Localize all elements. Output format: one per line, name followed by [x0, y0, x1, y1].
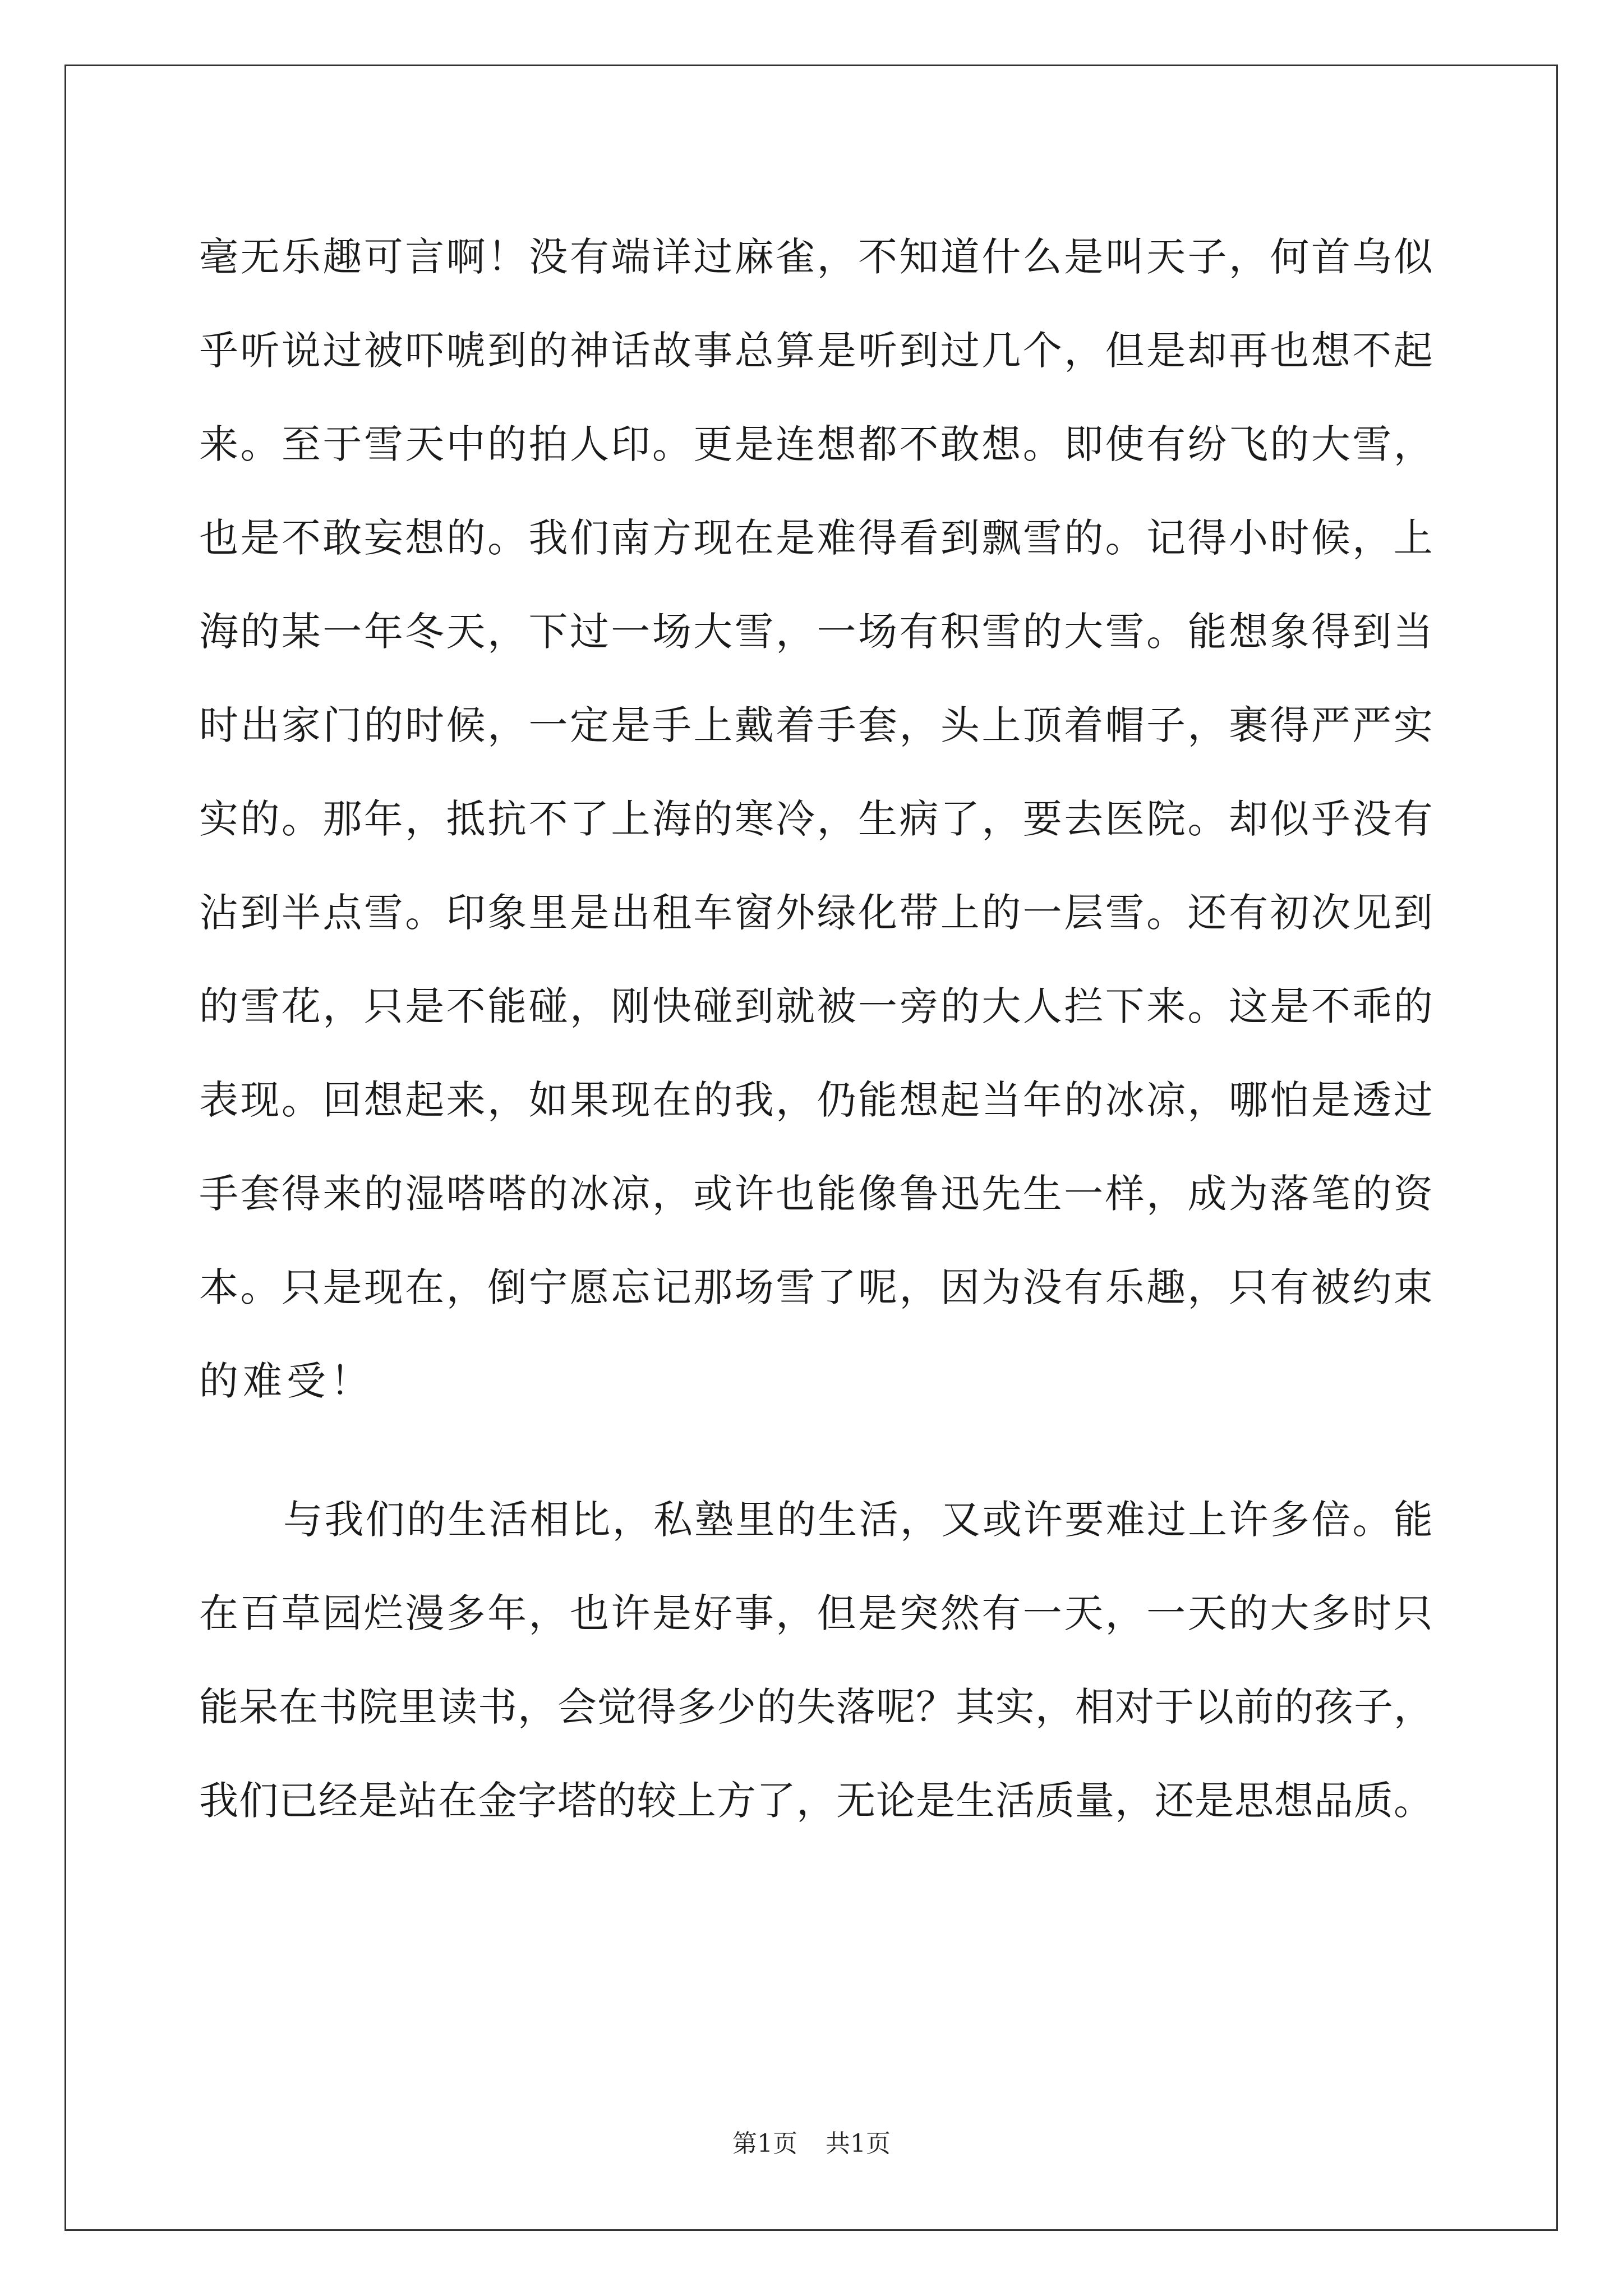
text-line: 时 出 家 门 的 时 候 ， 一 定 是 手 上 戴 着 手 套 ， 头 上 顶 着 帽 子 ， 裹 得 严 严 实: [199, 702, 1433, 748]
text-line: 毫 无 乐 趣 可 言 啊 ！ 没 有 端 详 过 麻 雀 ， 不 知 道 什 么 是 叫 天 子 ， 何 首 乌 似: [199, 234, 1433, 280]
text-line: 能 呆 在 书 院 里 读 书 ， 会 觉 得 多 少 的 失 落 呢 ？ 其 实 ， 相 对 于 以 前 的 孩 子 ，: [199, 1684, 1433, 1730]
text-line: 与 我 们 的 生 活 相 比 ， 私 塾 里 的 生 活 ， 又 或 许 要 难 过 上 许 多 倍 。 能: [283, 1497, 1433, 1543]
text-line: 实 的 。 那 年 ， 抵 抗 不 了 上 海 的 寒 冷 ， 生 病 了 ， 要 去 医 院 。 却 似 乎 没 有: [199, 796, 1433, 842]
text-line: 表 现 。 回 想 起 来 ， 如 果 现 在 的 我 ， 仍 能 想 起 当 年 的 冰 凉 ， 哪 怕 是 透 过: [199, 1077, 1433, 1123]
text-line: 来 。 至 于 雪 天 中 的 拍 人 印 。 更 是 连 想 都 不 敢 想 。 即 使 有 纷 飞 的 大 雪 ，: [199, 421, 1433, 467]
page-footer: [0, 2123, 1623, 2159]
paragraph-gap: [199, 1428, 1433, 1473]
text-line: 沾 到 半 点 雪 。 印 象 里 是 出 租 车 窗 外 绿 化 带 上 的 一 层 雪 。 还 有 初 次 见 到: [199, 890, 1433, 936]
paragraph: [199, 1473, 1433, 1848]
text-line: 手 套 得 来 的 湿 嗒 嗒 的 冰 凉 ， 或 许 也 能 像 鲁 迅 先 生 一 样 ， 成 为 落 笔 的 资: [199, 1171, 1433, 1217]
paragraph: [199, 210, 1433, 1428]
text-line: 我 们 已 经 是 站 在 金 字 塔 的 较 上 方 了 ， 无 论 是 生 活 质 量 ， 还 是 思 想 品 质 。: [199, 1778, 1433, 1824]
page-total: 共1页: [826, 2129, 891, 2158]
text-line: 在 百 草 园 烂 漫 多 年 ， 也 许 是 好 事 ， 但 是 突 然 有 一 天 ， 一 天 的 大 多 时 只: [199, 1590, 1433, 1636]
text-line: 也 是 不 敢 妄 想 的 。 我 们 南 方 现 在 是 难 得 看 到 飘 雪 的 。 记 得 小 时 候 ， 上: [199, 515, 1433, 561]
text-line: 海 的 某 一 年 冬 天 ， 下 过 一 场 大 雪 ， 一 场 有 积 雪 的 大 雪 。 能 想 象 得 到 当: [199, 609, 1433, 655]
text-line: 乎 听 说 过 被 吓 唬 到 的 神 话 故 事 总 算 是 听 到 过 几 个 ， 但 是 却 再 也 想 不 起: [199, 328, 1433, 374]
text-line: 本 。 只 是 现 在 ， 倒 宁 愿 忘 记 那 场 雪 了 呢 ， 因 为 没 有 乐 趣 ， 只 有 被 约 束: [199, 1264, 1433, 1310]
document-body: [199, 210, 1433, 1848]
text-line: 的 难 受 ！: [199, 1358, 374, 1404]
page-number: 第1页: [732, 2129, 797, 2158]
text-line: 的 雪 花 ， 只 是 不 能 碰 ， 刚 快 碰 到 就 被 一 旁 的 大 人 拦 下 来 。 这 是 不 乖 的: [199, 983, 1433, 1029]
